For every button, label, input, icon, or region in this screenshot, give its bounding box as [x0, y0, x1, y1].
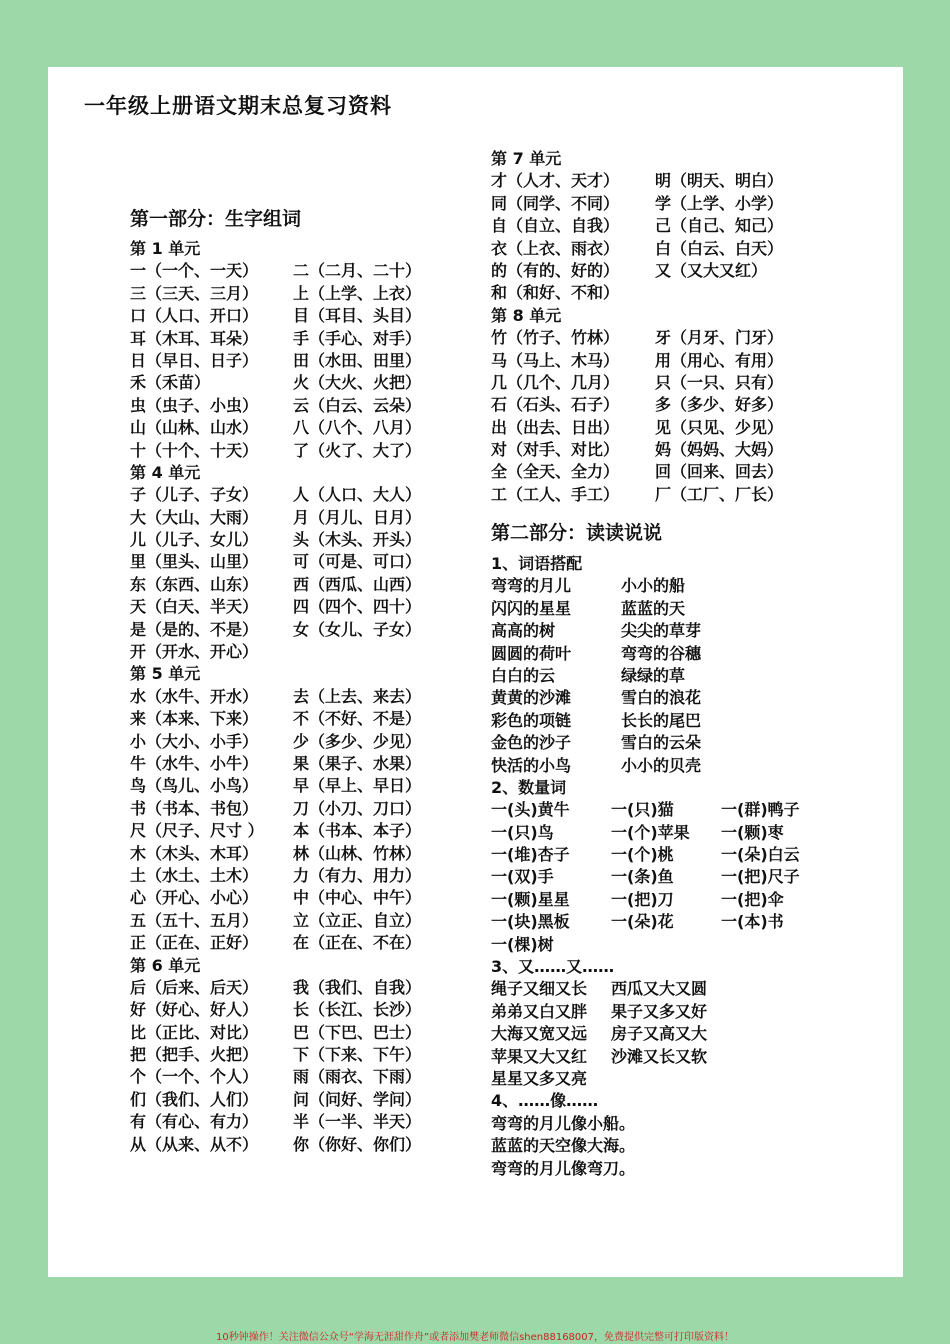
word-entry: 立（立正、自立） — [293, 910, 422, 930]
page-title: 一年级上册语文期末总复习资料 — [84, 94, 392, 118]
word-entry: 下（下来、下午） — [293, 1045, 422, 1065]
word-entry: 尺（尺子、尺寸 ） — [130, 821, 264, 841]
word-entry: 头（木头、开头） — [293, 530, 422, 550]
word-entry: 长（长江、长沙） — [293, 1000, 422, 1020]
subsection-label-text: 3、又……又…… — [491, 957, 615, 977]
word-entry: 中（中心、中午） — [293, 888, 422, 908]
word-entry: 才（人才、天才） — [491, 171, 620, 191]
word-entry: 牛（水牛、小牛） — [130, 753, 259, 773]
measure-entry: 一(群)鸭子 — [721, 800, 800, 820]
word-entry: 口（人口、开口） — [130, 306, 259, 326]
sentence-text: 蓝蓝的天空像大海。 — [491, 1136, 636, 1156]
word-entry: 好（好心、好人） — [130, 1000, 259, 1020]
phrase-entry: 彩色的项链 — [491, 710, 572, 730]
measure-entry: 一(颗)星星 — [491, 889, 570, 909]
word-entry: 半（一半、半天） — [293, 1112, 422, 1132]
footer-note: 10秒钟操作！关注微信公众号“学海无涯甜作舟”或者添加樊老师微信shen88168007，免费提供完整可打印版资料！ — [215, 1332, 735, 1343]
word-entry: 全（全天、全力） — [491, 462, 620, 482]
word-entry: 巴（下巴、巴士） — [293, 1022, 422, 1042]
word-entry: 大（大山、大雨） — [130, 507, 259, 527]
word-entry: 厂（工厂、厂长） — [655, 484, 784, 504]
word-entry: 子（儿子、子女） — [130, 485, 259, 505]
word-entry: 心（开心、小心） — [130, 888, 259, 908]
word-entry: 可（可是、可口） — [293, 552, 422, 572]
word-entry: 出（出去、日出） — [491, 417, 620, 437]
word-entry: 四（四个、四十） — [293, 597, 422, 617]
measure-entry: 一(堆)杏子 — [491, 845, 570, 865]
phrase-entry: 闪闪的星星 — [491, 598, 572, 618]
word-entry: 去（上去、来去） — [293, 686, 422, 706]
word-entry: 们（我们、人们） — [130, 1089, 259, 1109]
word-entry: 土（水土、土木） — [130, 865, 259, 885]
word-entry: 二（二月、二十） — [293, 261, 422, 281]
subsection-label-text: 1、词语搭配 — [491, 554, 583, 573]
subsection-label-text: 2、数量词 — [491, 777, 567, 797]
word-entry: 来（本来、下来） — [130, 709, 259, 729]
phrase-entry: 小小的船 — [621, 576, 686, 596]
word-entry: 正（正在、正好） — [130, 933, 259, 953]
measure-entry: 一(只)猫 — [611, 800, 674, 820]
phrase-entry: 弯弯的谷穗 — [621, 643, 702, 663]
word-entry: 儿（儿子、女儿） — [130, 530, 259, 550]
sentence-text: 弯弯的月儿像小船。 — [491, 1113, 636, 1133]
word-entry: 日（早日、日子） — [130, 350, 259, 370]
unit-label-text: 第 6 单元 — [130, 955, 201, 975]
word-entry: 手（手心、对手） — [293, 328, 422, 348]
word-entry: 工（工人、手工） — [491, 484, 620, 504]
word-entry: 小（大小、小手） — [130, 731, 259, 751]
word-entry: 只（一只、只有） — [655, 372, 784, 392]
word-entry: 己（自己、知己） — [655, 216, 784, 236]
phrase-entry: 绳子又细又长 — [491, 979, 588, 999]
measure-entry: 一(朵)白云 — [721, 845, 800, 865]
word-entry: 早（早上、早日） — [293, 776, 422, 796]
phrase-entry: 蓝蓝的天 — [621, 598, 686, 618]
measure-entry: 一(棵)树 — [491, 934, 554, 954]
word-entry: 把（把手、火把） — [130, 1045, 259, 1065]
word-entry: 林（山林、竹林） — [293, 843, 422, 863]
part1-heading: 第一部分：生字组词 — [130, 208, 302, 230]
measure-entry: 一(本)书 — [721, 912, 784, 932]
measure-entry: 一(朵)花 — [611, 912, 674, 932]
phrase-entry: 西瓜又大又圆 — [611, 979, 708, 999]
phrase-entry: 长长的尾巴 — [621, 710, 702, 730]
word-entry: 少（多少、少见） — [293, 731, 422, 751]
phrase-entry: 金色的沙子 — [491, 733, 572, 753]
phrase-entry: 弟弟又白又胖 — [491, 1001, 588, 1021]
word-entry: 衣（上衣、雨衣） — [491, 238, 620, 258]
word-entry: 在（正在、不在） — [293, 933, 422, 953]
word-entry: 水（水牛、开水） — [130, 686, 259, 706]
word-entry: 学（上学、小学） — [655, 193, 784, 213]
word-entry: 不（不好、不是） — [293, 709, 422, 729]
unit-label-text: 第 4 单元 — [130, 462, 201, 482]
measure-entry: 一(头)黄牛 — [491, 800, 570, 820]
phrase-entry: 圆圆的荷叶 — [491, 643, 572, 663]
word-entry: 木（木头、木耳） — [130, 843, 259, 863]
word-entry: 个（一个、个人） — [130, 1067, 259, 1087]
word-entry: 耳（木耳、耳朵） — [130, 328, 259, 348]
word-entry: 虫（虫子、小虫） — [130, 395, 259, 415]
word-entry: 多（多少、好多） — [655, 395, 784, 415]
measure-entry: 一(把)刀 — [611, 889, 674, 909]
word-entry: 用（用心、有用） — [655, 350, 784, 370]
phrase-entry: 大海又宽又远 — [491, 1024, 588, 1044]
unit-label-text: 第 5 单元 — [130, 664, 201, 684]
word-entry: 西（西瓜、山西） — [293, 574, 422, 594]
word-entry: 三（三天、三月） — [130, 283, 259, 303]
measure-entry: 一(块)黑板 — [491, 912, 570, 932]
word-entry: 白（白云、白天） — [655, 238, 784, 258]
measure-entry: 一(把)尺子 — [721, 867, 800, 887]
unit-label-text: 第 7 单元 — [491, 149, 562, 168]
measure-entry: 一(个)苹果 — [611, 822, 690, 842]
word-entry: 见（只见、少见） — [655, 417, 784, 437]
word-entry: 比（正比、对比） — [130, 1022, 259, 1042]
word-entry: 后（后来、后天） — [130, 977, 259, 997]
word-entry: 问（问好、学问） — [293, 1089, 422, 1109]
unit-label-text: 第 8 单元 — [491, 305, 562, 325]
word-entry: 一（一个、一天） — [130, 261, 259, 281]
word-entry: 天（白天、半天） — [130, 597, 259, 617]
phrase-entry: 苹果又大又红 — [491, 1046, 588, 1066]
word-entry: 几（几个、几月） — [491, 372, 620, 392]
phrase-entry: 房子又高又大 — [611, 1024, 708, 1044]
measure-entry: 一(条)鱼 — [611, 867, 674, 887]
word-entry: 火（大火、火把） — [293, 373, 422, 393]
phrase-entry: 果子又多又好 — [611, 1001, 708, 1021]
word-entry: 自（自立、自我） — [491, 216, 620, 236]
word-entry: 你（你好、你们） — [293, 1134, 422, 1154]
word-entry: 东（东西、山东） — [130, 574, 259, 594]
phrase-entry: 弯弯的月儿 — [491, 576, 572, 596]
phrase-entry: 黄黄的沙滩 — [491, 688, 572, 708]
part2-heading: 第二部分：读读说说 — [491, 522, 663, 544]
phrase-entry: 快活的小鸟 — [491, 755, 572, 775]
word-entry: 开（开水、开心） — [130, 642, 259, 662]
phrase-entry: 星星又多又亮 — [491, 1068, 588, 1088]
word-entry: 禾（禾苗） — [130, 373, 211, 393]
word-entry: 有（有心、有力） — [130, 1112, 259, 1132]
word-entry: 是（是的、不是） — [130, 619, 259, 639]
word-entry: 山（山林、山水） — [130, 418, 259, 438]
word-entry: 从（从来、从不） — [130, 1134, 259, 1154]
word-entry: 的（有的、好的） — [491, 260, 620, 280]
unit-label-text: 第 1 单元 — [130, 239, 201, 258]
word-entry: 刀（小刀、刀口） — [293, 798, 422, 818]
word-entry: 明（明天、明白） — [655, 171, 784, 191]
word-entry: 和（和好、不和） — [491, 283, 620, 303]
phrase-entry: 高高的树 — [491, 621, 556, 641]
word-entry: 牙（月牙、门牙） — [655, 328, 784, 348]
word-entry: 力（有力、用力） — [293, 865, 422, 885]
word-entry: 我（我们、自我） — [293, 977, 422, 997]
phrase-entry: 沙滩又长又软 — [611, 1046, 708, 1066]
measure-entry: 一(把)伞 — [721, 889, 784, 909]
word-entry: 果（果子、水果） — [293, 753, 422, 773]
word-entry: 鸟（鸟儿、小鸟） — [130, 776, 259, 796]
measure-entry: 一(个)桃 — [611, 845, 674, 865]
word-entry: 马（马上、木马） — [491, 350, 620, 370]
word-entry: 又（又大又红） — [655, 260, 768, 280]
word-entry: 雨（雨衣、下雨） — [293, 1067, 422, 1087]
word-entry: 妈（妈妈、大妈） — [655, 440, 784, 460]
sentence-text: 弯弯的月儿像弯刀。 — [491, 1158, 636, 1178]
word-entry: 对（对手、对比） — [491, 440, 620, 460]
word-entry: 人（人口、大人） — [293, 485, 422, 505]
measure-entry: 一(双)手 — [491, 867, 554, 887]
word-entry: 田（水田、田里） — [293, 350, 422, 370]
phrase-entry: 绿绿的草 — [621, 665, 686, 685]
measure-entry: 一(颗)枣 — [721, 822, 784, 842]
subsection-label-text: 4、……像…… — [491, 1091, 599, 1111]
word-entry: 竹（竹子、竹林） — [491, 328, 620, 348]
word-entry: 上（上学、上衣） — [293, 283, 422, 303]
phrase-entry: 雪白的云朵 — [621, 733, 702, 753]
phrase-entry: 尖尖的草芽 — [621, 621, 702, 641]
word-entry: 八（八个、八月） — [293, 418, 422, 438]
word-entry: 书（书本、书包） — [130, 798, 259, 818]
word-entry: 云（白云、云朵） — [293, 395, 422, 415]
word-entry: 石（石头、石子） — [491, 395, 620, 415]
word-entry: 回（回来、回去） — [655, 462, 784, 482]
word-entry: 月（月儿、日月） — [293, 507, 422, 527]
phrase-entry: 雪白的浪花 — [621, 688, 702, 708]
word-entry: 五（五十、五月） — [130, 910, 259, 930]
phrase-entry: 小小的贝壳 — [621, 755, 702, 775]
word-entry: 本（书本、本子） — [293, 821, 422, 841]
word-entry: 了（火了、大了） — [293, 440, 422, 460]
word-entry: 十（十个、十天） — [130, 440, 259, 460]
word-entry: 里（里头、山里） — [130, 552, 259, 572]
word-entry: 女（女儿、子女） — [293, 619, 422, 639]
phrase-entry: 白白的云 — [491, 665, 556, 685]
measure-entry: 一(只)鸟 — [491, 822, 554, 842]
word-entry: 目（耳目、头目） — [293, 306, 422, 326]
word-entry: 同（同学、不同） — [491, 193, 620, 213]
